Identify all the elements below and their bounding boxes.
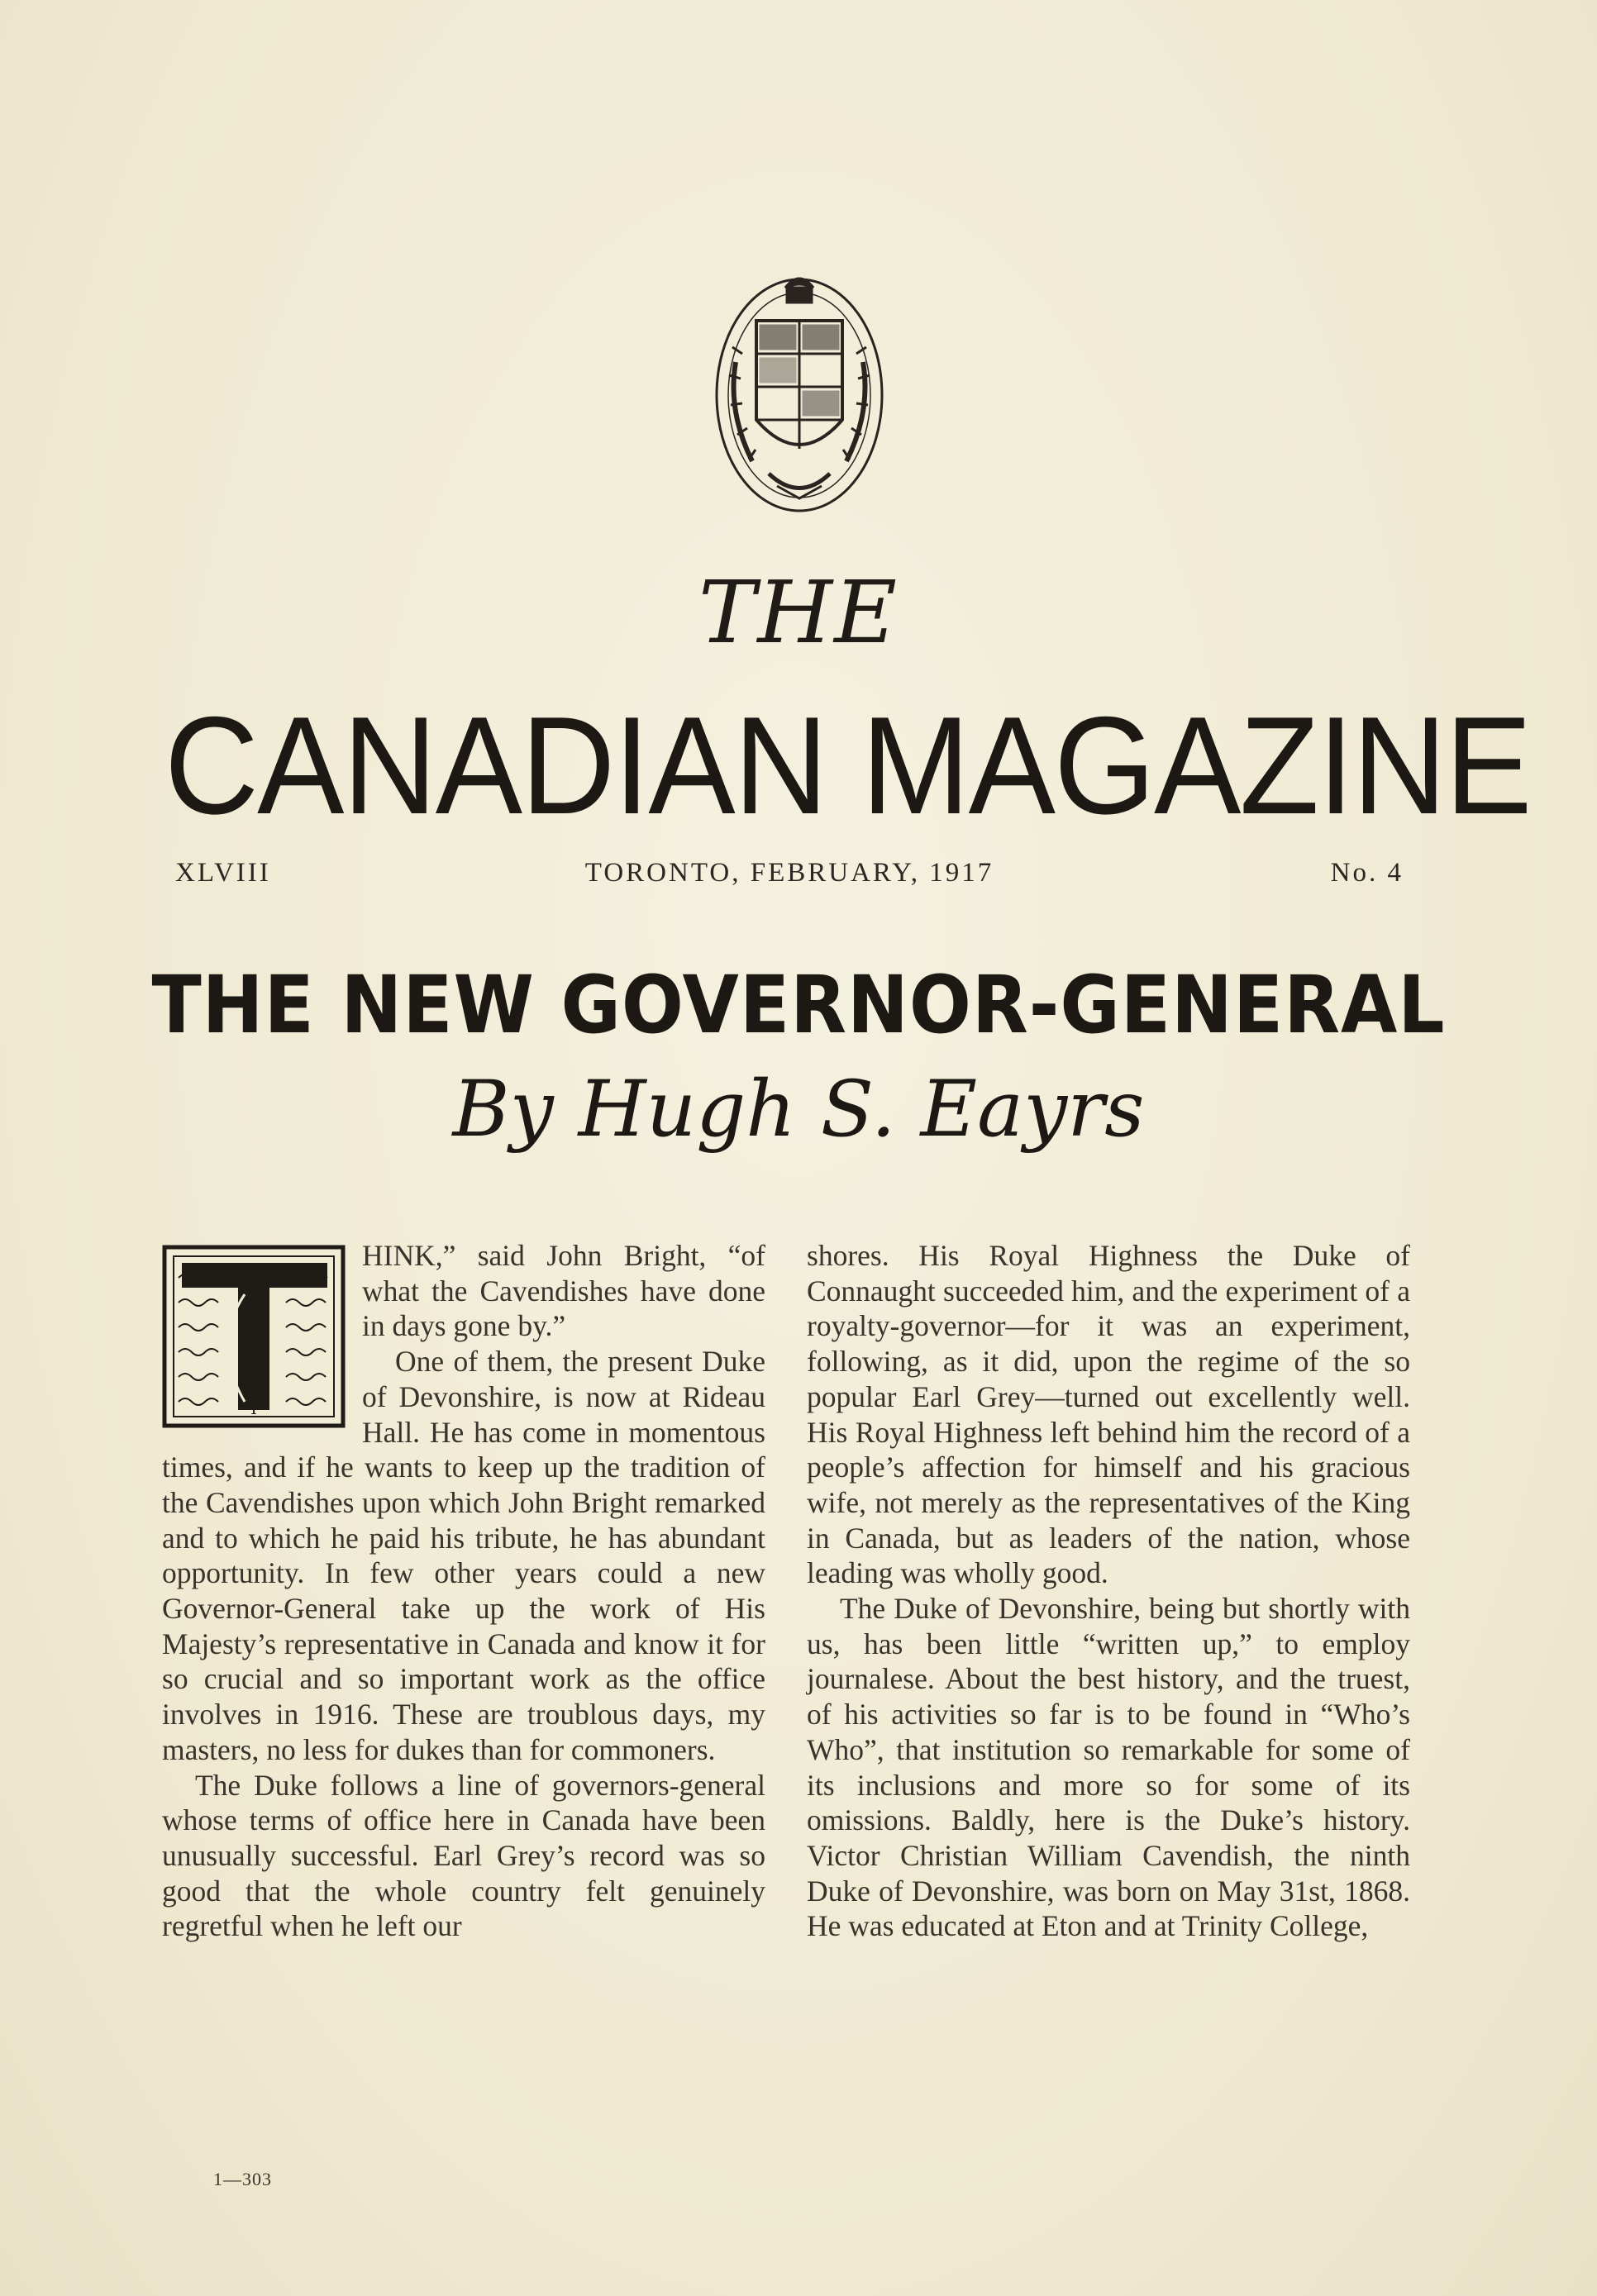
masthead-the: THE — [698, 562, 899, 663]
issue-number: No. 4 — [1330, 858, 1404, 888]
paragraph: HINK,” said John Bright, “of what the Cavendishes have done in days gone by.” — [362, 1239, 765, 1343]
svg-text:T: T — [248, 1398, 260, 1418]
paragraph: One of them, the present Duke of Devonshire, is now at Rideau Hall. He has come in momentous times, and if he wants to keep up the tradition of the Cavendishes upon which John Bright remarked and to which he paid his tribute, he has abundant opportunity. In few other years could a new Governor-General take up the work of His Majesty’s representative in Canada and know it for so crucial and so important work as the office involves in 1916. These are troublous days, my masters, no less for dukes than for commoners. — [162, 1345, 765, 1766]
page-folio: 1—303 — [213, 2169, 272, 2189]
dropcap-t-icon — [162, 1245, 346, 1428]
coat-of-arms-icon — [711, 263, 888, 517]
article-title: THE NEW GOVERNOR-GENERAL — [151, 959, 1446, 1051]
magazine-title: CANADIAN MAGAZINE — [164, 688, 1531, 843]
paragraph: shores. His Royal Highness the Duke of Connaught succeeded him, and the experiment of a royalty-governor—for it was an experiment, following, as it did, upon the regime of the so popular Earl Grey—turned out excellently well. His Royal Highness left behind him the record of a people’s affection for himself and his gracious wife, not merely as the representatives of the King in Canada, but as leaders of the nation, whose leading was wholly good. — [807, 1239, 1410, 1590]
text-column-left — [162, 1238, 765, 1944]
article-byline: By Hugh S. Eayrs — [452, 1065, 1145, 1155]
volume-number: XLVIII — [175, 858, 271, 888]
paragraph: The Duke of Devonshire, being but shortly with us, has been little “written up,” to employ journalese. About the best history, and the truest, of his activities so far is to be found in “Who’s Who”, that institution so remarkable for some of its inclusions and more so for some of its omissions. Baldly, here is the Duke’s history. Victor Christian William Cavendish, the ninth Duke of Devonshire, was born on May 31st, 1868. He was educated at Eton and at Trinity College, — [807, 1592, 1410, 1943]
paragraph: The Duke follows a line of governors-general whose terms of office here in Canada have been unusually successful. Earl Grey’s record was so good that the whole country felt genuinely regretful when he left our — [162, 1768, 765, 1943]
issue-date: TORONTO, FEBRUARY, 1917 — [584, 858, 994, 888]
text-column-right — [807, 1238, 1410, 1944]
